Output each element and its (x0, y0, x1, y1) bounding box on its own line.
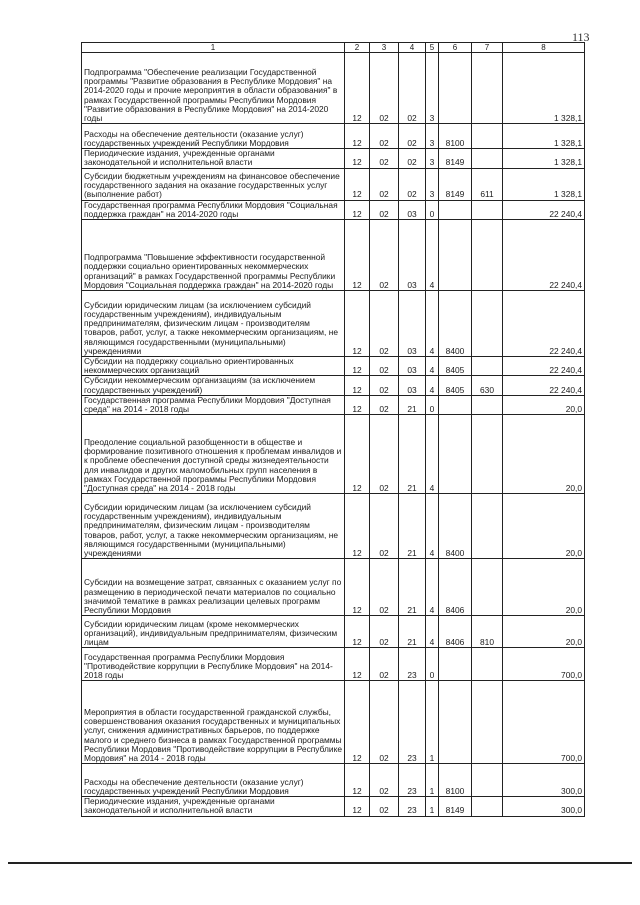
cell-col-3: 02 (370, 53, 399, 124)
cell-col-2: 12 (345, 357, 370, 376)
cell-col-4: 03 (399, 376, 426, 395)
cell-col-6: 8406 (439, 559, 472, 616)
cell-amount: 1 328,1 (503, 168, 585, 200)
header-row (82, 43, 585, 53)
cell-col-3: 02 (370, 357, 399, 376)
cell-col-7: 810 (472, 616, 503, 648)
cell-col-2: 12 (345, 220, 370, 291)
cell-col-4: 02 (399, 149, 426, 168)
cell-col-2: 12 (345, 124, 370, 149)
cell-col-3: 02 (370, 494, 399, 559)
cell-col-7 (472, 124, 503, 149)
cell-col-5: 3 (426, 124, 439, 149)
table-row (82, 616, 585, 648)
cell-col-2: 12 (345, 764, 370, 797)
cell-name: Субсидии юридическим лицам (за исключением субсидий государственным учреждениям), индивидуальным предпринимателям, физическим лицам - производителям товаров, работ, услуг, а также некоммерческим организациям, не являющимся государственными (муниципальными) учреждениями (82, 291, 345, 357)
cell-col-5: 1 (426, 764, 439, 797)
cell-col-3: 02 (370, 395, 399, 414)
column-header-7: 7 (472, 43, 503, 53)
cell-col-3: 02 (370, 764, 399, 797)
cell-name: Государственная программа Республики Мордовия "Социальная поддержка граждан" на 2014-2020 годы (82, 200, 345, 219)
table-row (82, 681, 585, 764)
cell-col-4: 21 (399, 494, 426, 559)
cell-col-7 (472, 395, 503, 414)
cell-col-2: 12 (345, 291, 370, 357)
cell-amount: 20,0 (503, 616, 585, 648)
cell-col-4: 03 (399, 220, 426, 291)
cell-col-4: 02 (399, 168, 426, 200)
column-header-5: 5 (426, 43, 439, 53)
cell-amount: 22 240,4 (503, 200, 585, 219)
cell-col-3: 02 (370, 200, 399, 219)
cell-amount: 20,0 (503, 494, 585, 559)
cell-col-4: 23 (399, 764, 426, 797)
cell-col-6: 8149 (439, 168, 472, 200)
column-header-8: 8 (503, 43, 585, 53)
cell-col-3: 02 (370, 220, 399, 291)
cell-col-4: 02 (399, 53, 426, 124)
cell-name: Преодоление социальной разобщенности в обществе и формирование позитивного отношения к проблемам инвалидов и к проблеме обеспечения доступной среды жизнедеятельности для инвалидов и других маломобильных групп населения в рамках Государственной программы Республики Мордовия "Доступная среда" на 2014 - 2018 годы (82, 415, 345, 494)
cell-col-6: 8149 (439, 149, 472, 168)
column-header-6: 6 (439, 43, 472, 53)
cell-col-5: 4 (426, 415, 439, 494)
cell-col-2: 12 (345, 494, 370, 559)
cell-name: Подпрограмма "Повышение эффективности государственной поддержки социально ориентированных некоммерческих организаций" в рамках Государственной программы Республики Мордовия "Социальная поддержка граждан" на 2014-2020 годы (82, 220, 345, 291)
cell-col-6 (439, 395, 472, 414)
cell-col-5: 0 (426, 395, 439, 414)
column-header-1: 1 (82, 43, 345, 53)
cell-col-2: 12 (345, 415, 370, 494)
cell-amount: 22 240,4 (503, 376, 585, 395)
cell-col-7 (472, 415, 503, 494)
cell-col-7 (472, 149, 503, 168)
table-row (82, 395, 585, 414)
cell-amount: 1 328,1 (503, 53, 585, 124)
cell-col-5: 0 (426, 648, 439, 681)
cell-col-6: 8400 (439, 494, 472, 559)
cell-col-2: 12 (345, 681, 370, 764)
cell-name: Подпрограмма "Обеспечение реализации Государственной программы "Развитие образования в Республике Мордовия" на 2014-2020 годы и прочие мероприятия в области образования" в рамках Государственной программы Республики Мордовия "Развитие образования в Республике Мордовия" на 2014-2020 годы (82, 53, 345, 124)
cell-amount: 1 328,1 (503, 124, 585, 149)
cell-col-7 (472, 53, 503, 124)
table-row (82, 376, 585, 395)
table-row (82, 220, 585, 291)
table-row (82, 124, 585, 149)
cell-name: Расходы на обеспечение деятельности (оказание услуг) государственных учреждений Республики Мордовия (82, 764, 345, 797)
cell-col-3: 02 (370, 616, 399, 648)
cell-col-7 (472, 494, 503, 559)
cell-col-3: 02 (370, 797, 399, 816)
cell-name: Субсидии юридическим лицам (кроме некоммерческих организаций), индивидуальным предпринимателям, физическим лицам (82, 616, 345, 648)
cell-col-3: 02 (370, 291, 399, 357)
column-header-2: 2 (345, 43, 370, 53)
cell-col-4: 02 (399, 124, 426, 149)
cell-col-2: 12 (345, 797, 370, 816)
cell-col-4: 03 (399, 200, 426, 219)
cell-col-2: 12 (345, 559, 370, 616)
cell-col-5: 3 (426, 168, 439, 200)
table-row (82, 357, 585, 376)
cell-amount: 300,0 (503, 797, 585, 816)
cell-col-5: 1 (426, 797, 439, 816)
cell-col-7 (472, 797, 503, 816)
cell-amount: 1 328,1 (503, 149, 585, 168)
cell-amount: 20,0 (503, 415, 585, 494)
cell-col-5: 3 (426, 149, 439, 168)
cell-name: Расходы на обеспечение деятельности (оказание услуг) государственных учреждений Республики Мордовия (82, 124, 345, 149)
cell-col-5: 4 (426, 376, 439, 395)
cell-col-3: 02 (370, 415, 399, 494)
cell-col-4: 21 (399, 395, 426, 414)
column-header-4: 4 (399, 43, 426, 53)
column-header-3: 3 (370, 43, 399, 53)
cell-amount: 22 240,4 (503, 357, 585, 376)
table-row (82, 797, 585, 816)
cell-name: Периодические издания, учрежденные органами законодательной и исполнительной власти (82, 149, 345, 168)
cell-col-2: 12 (345, 648, 370, 681)
table-row (82, 494, 585, 559)
cell-col-5: 4 (426, 220, 439, 291)
cell-col-7 (472, 200, 503, 219)
table-row (82, 149, 585, 168)
cell-col-4: 23 (399, 797, 426, 816)
cell-col-3: 02 (370, 559, 399, 616)
table-row (82, 291, 585, 357)
table-row (82, 200, 585, 219)
cell-col-2: 12 (345, 616, 370, 648)
cell-col-4: 21 (399, 415, 426, 494)
bottom-rule (8, 862, 632, 864)
cell-col-2: 12 (345, 200, 370, 219)
cell-col-6 (439, 200, 472, 219)
budget-table (81, 42, 585, 817)
cell-name: Периодические издания, учрежденные органами законодательной и исполнительной власти (82, 797, 345, 816)
cell-col-7 (472, 681, 503, 764)
cell-col-4: 23 (399, 681, 426, 764)
cell-name: Мероприятия в области государственной гражданской службы, совершенствования оказания государственных и муниципальных услуг, снижения административных барьеров, по поддержке малого и среднего бизнеса в рамках Государственной программы Республики Мордовия "Противодействие коррупции в Республике Мордовия" на 2014 - 2018 годы (82, 681, 345, 764)
table-body (82, 53, 585, 816)
cell-col-7 (472, 357, 503, 376)
cell-col-4: 03 (399, 291, 426, 357)
cell-col-6: 8406 (439, 616, 472, 648)
cell-col-5: 1 (426, 681, 439, 764)
cell-col-3: 02 (370, 124, 399, 149)
cell-col-4: 21 (399, 559, 426, 616)
cell-amount: 22 240,4 (503, 291, 585, 357)
cell-amount: 22 240,4 (503, 220, 585, 291)
cell-name: Субсидии бюджетным учреждениям на финансовое обеспечение государственного задания на оказание государственных услуг (выполнение работ) (82, 168, 345, 200)
cell-col-7: 611 (472, 168, 503, 200)
cell-amount: 700,0 (503, 681, 585, 764)
cell-name: Субсидии на возмещение затрат, связанных с оказанием услуг по размещению в периодической печати материалов по социально значимой тематике в рамках реализации целевых программ Республики Мордовия (82, 559, 345, 616)
cell-col-7 (472, 648, 503, 681)
cell-amount: 700,0 (503, 648, 585, 681)
cell-col-4: 21 (399, 616, 426, 648)
table-row (82, 415, 585, 494)
cell-col-7 (472, 764, 503, 797)
cell-amount: 300,0 (503, 764, 585, 797)
cell-col-6: 8100 (439, 764, 472, 797)
table-row (82, 559, 585, 616)
cell-name: Государственная программа Республики Мордовия "Доступная среда" на 2014 - 2018 годы (82, 395, 345, 414)
cell-col-6: 8149 (439, 797, 472, 816)
cell-col-6: 8400 (439, 291, 472, 357)
cell-col-6: 8100 (439, 124, 472, 149)
cell-col-2: 12 (345, 395, 370, 414)
table-row (82, 168, 585, 200)
cell-name: Субсидии юридическим лицам (за исключением субсидий государственным учреждениям), индивидуальным предпринимателям, физическим лицам - производителям товаров, работ, услуг, а также некоммерческим организациям, не являющимся государственными (муниципальными) учреждениями (82, 494, 345, 559)
cell-amount: 20,0 (503, 395, 585, 414)
cell-col-6: 8405 (439, 357, 472, 376)
cell-name: Субсидии некоммерческим организациям (за исключением государственных учреждений) (82, 376, 345, 395)
table-row (82, 764, 585, 797)
cell-col-5: 3 (426, 53, 439, 124)
cell-col-5: 0 (426, 200, 439, 219)
table-row (82, 648, 585, 681)
cell-col-7 (472, 291, 503, 357)
cell-col-5: 4 (426, 494, 439, 559)
cell-col-3: 02 (370, 168, 399, 200)
cell-col-2: 12 (345, 168, 370, 200)
cell-col-4: 03 (399, 357, 426, 376)
cell-col-6 (439, 681, 472, 764)
cell-col-7 (472, 559, 503, 616)
cell-col-5: 4 (426, 559, 439, 616)
cell-col-6 (439, 53, 472, 124)
cell-col-3: 02 (370, 376, 399, 395)
cell-col-5: 4 (426, 357, 439, 376)
cell-col-4: 23 (399, 648, 426, 681)
cell-col-6: 8405 (439, 376, 472, 395)
cell-amount: 20,0 (503, 559, 585, 616)
table-row (82, 53, 585, 124)
cell-col-5: 4 (426, 616, 439, 648)
cell-col-2: 12 (345, 376, 370, 395)
cell-col-3: 02 (370, 648, 399, 681)
cell-col-7 (472, 220, 503, 291)
cell-col-7: 630 (472, 376, 503, 395)
page-number: 113 (572, 30, 590, 44)
cell-col-6 (439, 648, 472, 681)
cell-col-2: 12 (345, 149, 370, 168)
cell-col-3: 02 (370, 681, 399, 764)
cell-col-6 (439, 220, 472, 291)
cell-col-2: 12 (345, 53, 370, 124)
cell-col-3: 02 (370, 149, 399, 168)
cell-col-6 (439, 415, 472, 494)
cell-name: Государственная программа Республики Мордовия "Противодействие коррупции в Республике Мордовия" на 2014-2018 годы (82, 648, 345, 681)
cell-col-5: 4 (426, 291, 439, 357)
cell-name: Субсидии на поддержку социально ориентированных некоммерческих организаций (82, 357, 345, 376)
